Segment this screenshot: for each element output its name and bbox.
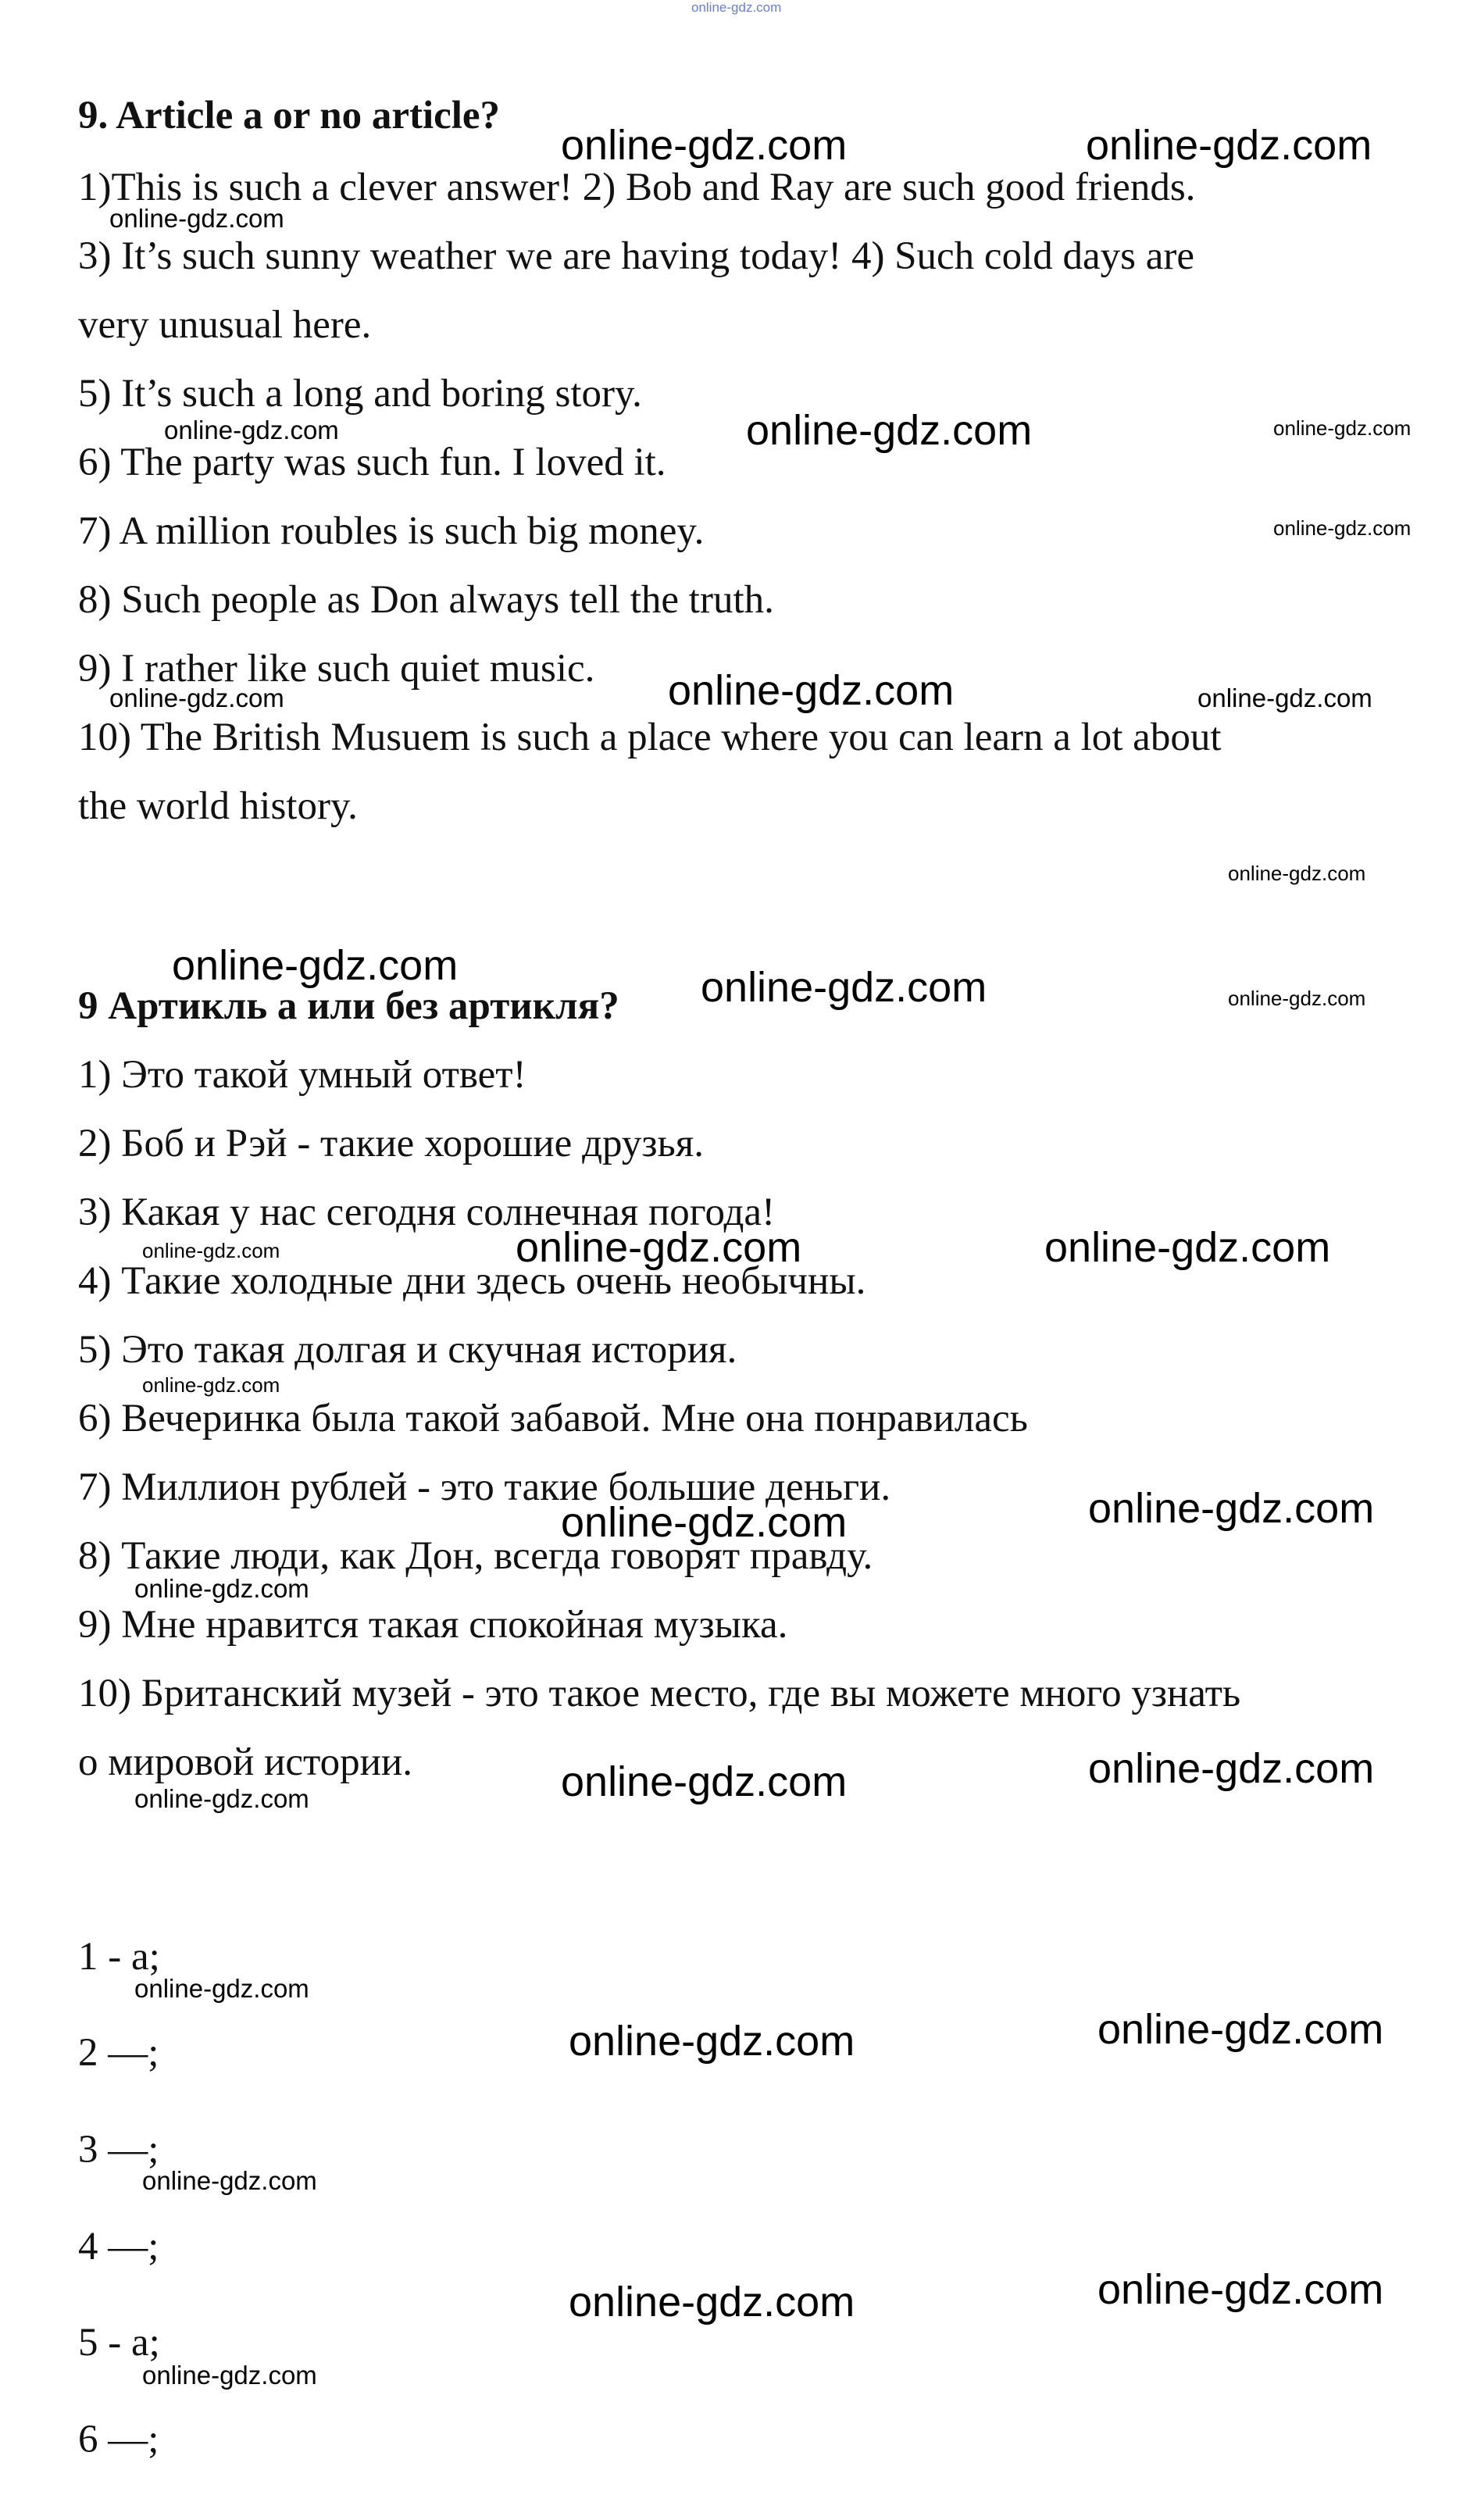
russian-line: 1) Это такой умный ответ! (78, 1053, 526, 1097)
english-line: 8) Such people as Don always tell the truth. (78, 578, 774, 622)
answer-item: 4 —; (78, 2225, 159, 2268)
watermark-top: online-gdz.com (691, 0, 782, 15)
watermark: online-gdz.com (701, 964, 987, 1011)
watermark: online-gdz.com (668, 667, 955, 714)
watermark: online-gdz.com (1088, 1485, 1375, 1532)
watermark: online-gdz.com (1273, 416, 1412, 440)
answer-item: 2 —; (78, 2031, 159, 2075)
russian-heading: 9 Артикль a или без артикля? (78, 984, 619, 1028)
english-heading: 9. Article a or no article? (78, 94, 501, 137)
watermark: online-gdz.com (164, 416, 339, 444)
watermark: online-gdz.com (134, 1574, 309, 1603)
russian-line: 5) Это такая долгая и скучная история. (78, 1328, 737, 1372)
watermark: online-gdz.com (569, 2018, 855, 2065)
watermark: online-gdz.com (172, 942, 459, 989)
russian-line: 3) Какая у нас сегодня солнечная погода! (78, 1190, 776, 1234)
watermark: online-gdz.com (142, 2361, 317, 2390)
russian-line: 6) Вечеринка была такой забавой. Мне она понравилась (78, 1397, 1028, 1440)
answer-item: 3 —; (78, 2128, 159, 2172)
english-line: 3) It’s such sunny weather we are having today! 4) Such cold days are (78, 234, 1194, 278)
watermark: online-gdz.com (1097, 2266, 1384, 2313)
russian-line: о мировой истории. (78, 1740, 412, 1784)
watermark: online-gdz.com (142, 1373, 280, 1397)
watermark: online-gdz.com (1088, 1745, 1375, 1792)
watermark: online-gdz.com (561, 1499, 848, 1546)
watermark: online-gdz.com (746, 407, 1033, 454)
russian-line: 9) Мне нравится такая спокойная музыка. (78, 1603, 788, 1647)
answer-item: 5 - a; (78, 2321, 160, 2365)
russian-line: 8) Такие люди, как Дон, всегда говорят правду. (78, 1534, 873, 1578)
watermark: online-gdz.com (561, 122, 848, 169)
watermark: online-gdz.com (561, 1758, 848, 1805)
english-line: the world history. (78, 784, 358, 828)
english-line: 1)This is such a clever answer! 2) Bob and Ray are such good friends. (78, 166, 1196, 209)
watermark: online-gdz.com (109, 684, 284, 712)
english-line: very unusual here. (78, 303, 372, 347)
watermark: online-gdz.com (1086, 122, 1372, 169)
english-line: 5) It’s such a long and boring story. (78, 372, 642, 416)
english-line: 10) The British Musuem is such a place where you can learn a lot about (78, 716, 1222, 759)
russian-line: 10) Британский музей - это такое место, где вы можете много узнать (78, 1672, 1241, 1715)
watermark: online-gdz.com (142, 1239, 280, 1262)
russian-line: 7) Миллион рублей - это такие большие деньги. (78, 1465, 891, 1509)
watermark: online-gdz.com (134, 1974, 309, 2003)
russian-line: 2) Боб и Рэй - такие хорошие друзья. (78, 1122, 704, 1165)
watermark: online-gdz.com (1044, 1224, 1331, 1271)
watermark: online-gdz.com (1097, 2006, 1384, 2053)
english-line: 9) I rather like such quiet music. (78, 647, 595, 691)
english-line: 6) The party was such fun. I loved it. (78, 441, 666, 484)
watermark: online-gdz.com (1273, 516, 1412, 540)
answer-item: 6 —; (78, 2418, 159, 2461)
watermark: online-gdz.com (516, 1224, 802, 1271)
watermark: online-gdz.com (569, 2279, 855, 2325)
answer-item: 1 - a; (78, 1935, 160, 1979)
watermark: online-gdz.com (1228, 987, 1366, 1010)
watermark: online-gdz.com (1228, 862, 1366, 885)
english-line: 7) A million roubles is such big money. (78, 509, 705, 553)
watermark: online-gdz.com (142, 2166, 317, 2195)
watermark: online-gdz.com (1197, 684, 1372, 712)
watermark: online-gdz.com (109, 204, 284, 233)
watermark: online-gdz.com (134, 1784, 309, 1813)
russian-line: 4) Такие холодные дни здесь очень необычны. (78, 1259, 866, 1303)
